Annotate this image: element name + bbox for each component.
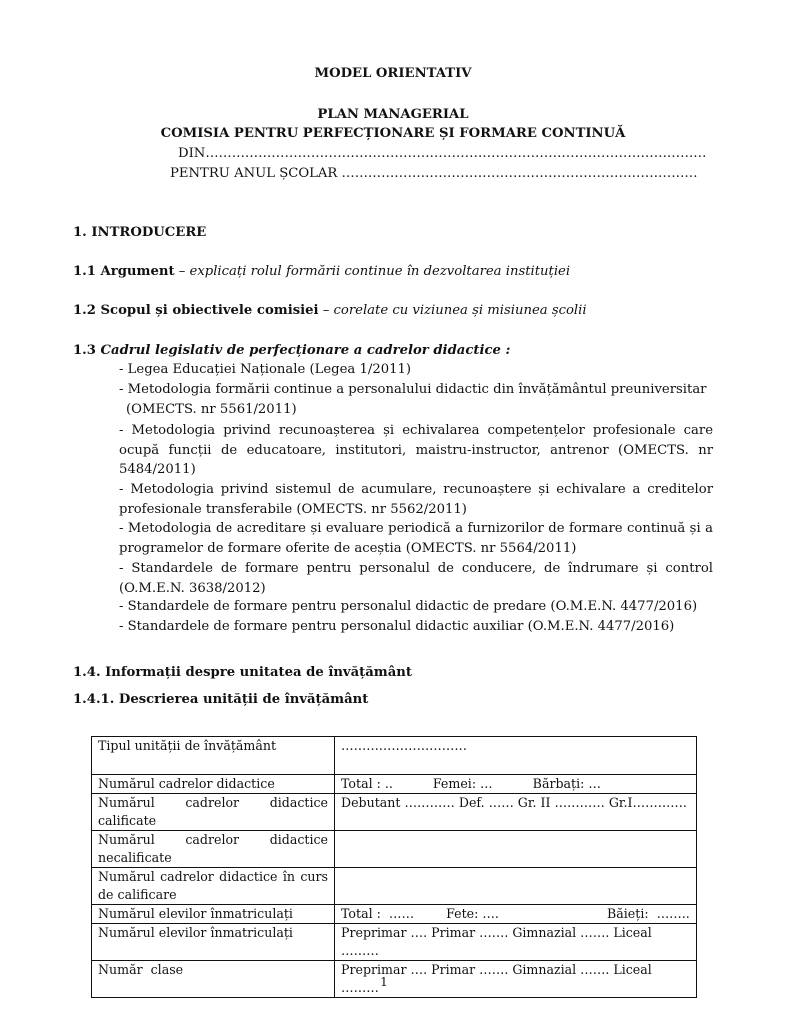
model-heading: MODEL ORIENTATIV xyxy=(314,66,472,81)
school-year-line: PENTRU ANUL ȘCOLAR ……………………………………………………………………… xyxy=(170,166,698,181)
argument-label: 1.1 Argument xyxy=(73,264,175,279)
table-cell-value xyxy=(335,831,697,868)
legal-item: - Metodologia de acreditare și evaluare periodică a furnizorilor de formare continuă și a programelor de formare oferite de aceștia (OMECTS. nr 5564/2011) xyxy=(119,521,713,556)
table-row xyxy=(92,737,697,775)
table-row xyxy=(92,924,697,961)
legal-label: Cadrul legislativ de perfecționare a cadrelor didactice : xyxy=(100,343,511,358)
legal-item: - Standardele de formare pentru personalul de conducere, de îndrumare și control (O.M.E.N. 3638/2012) xyxy=(119,561,713,596)
table-cell-label: Numărul cadrelor didactice în curs de calificare xyxy=(92,868,335,905)
school-description-title: 1.4.1. Descrierea unității de învățământ xyxy=(73,692,369,707)
commission-heading: COMISIA PENTRU PERFECȚIONARE ȘI FORMARE CONTINUĂ xyxy=(160,126,626,141)
table-row xyxy=(92,775,697,794)
table-cell-value: Preprimar …. Primar ……. Gimnazial ……. Liceal ……… xyxy=(335,961,697,998)
table-cell-value xyxy=(335,868,697,905)
table-cell-label: Tipul unității de învățământ xyxy=(92,737,335,775)
legal-item: - Legea Educației Naționale (Legea 1/2011) xyxy=(119,362,412,377)
argument-text: – explicați rolul formării continue în dezvoltarea instituției xyxy=(174,264,571,279)
legal-item: - Metodologia formării continue a personalului didactic din învățământul preuniversitar xyxy=(119,382,707,397)
table-cell-value: Debutant ………… Def. …… Gr. II ………… Gr.I…………. xyxy=(335,794,697,831)
table-cell-label: Numărul cadrelor didactice calificate xyxy=(92,794,335,831)
table-cell-label: Numărul cadrelor didactice xyxy=(92,775,335,794)
table-row xyxy=(92,794,697,831)
legal-number: 1.3 xyxy=(73,343,101,358)
table-cell-label: Numărul elevilor înmatriculați xyxy=(92,924,335,961)
table-row xyxy=(92,868,697,905)
page-number: 1 xyxy=(380,975,388,989)
table-row xyxy=(92,831,697,868)
table-cell-label: Număr clase xyxy=(92,961,335,998)
legal-framework-line xyxy=(73,343,510,358)
legal-item: - Standardele de formare pentru personalul didactic de predare (O.M.E.N. 4477/2016) xyxy=(119,599,698,614)
legal-item: (OMECTS. nr 5561/2011) xyxy=(126,402,297,417)
scope-text: – corelate cu viziunea și misiunea școlii xyxy=(318,303,587,318)
legal-item: - Standardele de formare pentru personalul didactic auxiliar (O.M.E.N. 4477/2016) xyxy=(119,619,675,634)
scope-line xyxy=(73,303,587,318)
plan-heading: PLAN MANAGERIAL xyxy=(317,107,469,122)
table-row xyxy=(92,905,697,924)
table-cell-value: ………………………… xyxy=(335,737,697,775)
legal-item: - Metodologia privind sistemul de acumulare, recunoaștere și echivalare a creditelor profesionale transferabile (OMECTS. nr 5562/2011) xyxy=(119,482,713,517)
table-cell-label: Numărul cadrelor didactice necalificate xyxy=(92,831,335,868)
table-cell-value: Total : …… Fete: …. Băieți: …….. xyxy=(335,905,697,924)
table-cell-label: Numărul elevilor înmatriculați xyxy=(92,905,335,924)
din-line: DIN…………………………………………………………………………………………………… xyxy=(178,146,707,161)
scope-label: 1.2 Scopul și obiectivele comisiei xyxy=(73,303,319,318)
school-description-table xyxy=(91,736,697,998)
introduction-title: 1. INTRODUCERE xyxy=(73,225,207,240)
table-cell-value: Preprimar …. Primar ……. Gimnazial ……. Liceal ……… xyxy=(335,924,697,961)
school-info-title: 1.4. Informații despre unitatea de învățământ xyxy=(73,665,412,680)
legal-item: - Metodologia privind recunoașterea și echivalarea competențelor profesionale care ocupă funcții de educatoare, institutori, maistru-instructor, antrenor (OMECTS. nr 5484/2011) xyxy=(119,423,713,478)
argument-line xyxy=(73,264,570,279)
table-cell-value: Total : .. Femei: … Bărbați: … xyxy=(335,775,697,794)
